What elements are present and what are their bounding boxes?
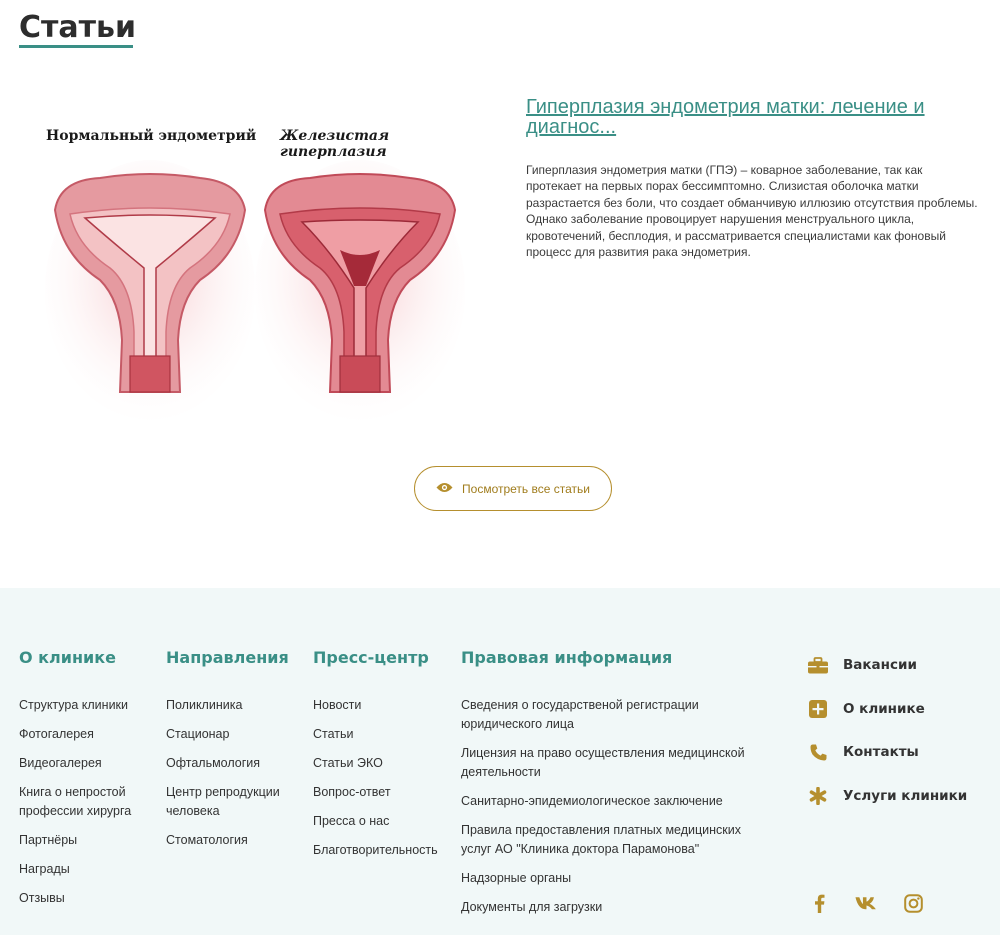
- title-underline: [19, 45, 133, 48]
- quick-link-about[interactable]: [807, 698, 967, 720]
- footer-link[interactable]: Статьи: [313, 727, 354, 741]
- excerpt-line: Однако заболевание провоцирует нарушения менструального цикла,: [526, 212, 915, 227]
- image-caption-hyperplasia: Железистая гиперплазия: [280, 128, 390, 160]
- excerpt-line: процесс для развития рака эндометрия.: [526, 245, 751, 260]
- excerpt-line: Гиперплазия эндометрия матки (ГПЭ) – коварное заболевание, так как: [526, 163, 923, 177]
- eye-icon: [436, 480, 453, 498]
- article-title-link[interactable]: Гиперплазия эндометрия матки: лечение и диагнос...: [526, 96, 925, 138]
- footer-link[interactable]: Офтальмология: [166, 756, 261, 770]
- footer-quick-links: [807, 654, 967, 828]
- quick-link-vacancies[interactable]: [807, 654, 967, 676]
- footer-link[interactable]: Новости: [313, 698, 362, 712]
- footer-link[interactable]: Сведения о государственой регистрации юридического лица: [461, 698, 699, 731]
- footer-heading: Пресс-центр: [313, 648, 429, 667]
- quick-link-contacts[interactable]: [807, 741, 967, 763]
- article-image[interactable]: [40, 110, 490, 430]
- article-excerpt: [526, 162, 1000, 260]
- excerpt-line: протекает на первых порах бессимптомно. Слизистая оболочка матки: [526, 179, 919, 194]
- quick-link-label: Контакты: [843, 744, 919, 760]
- uterus-illustration: [40, 110, 490, 430]
- footer-link[interactable]: Санитарно-эпидемиологическое заключение: [461, 794, 723, 808]
- asterisk-icon: [807, 785, 829, 807]
- footer-link[interactable]: Награды: [19, 862, 70, 876]
- social-links: [808, 892, 949, 914]
- footer-heading: Направления: [166, 648, 289, 667]
- footer-heading: Правовая информация: [461, 648, 673, 667]
- facebook-icon[interactable]: [808, 892, 830, 914]
- footer-link[interactable]: Статьи ЭКО: [313, 756, 383, 770]
- footer-link[interactable]: Благотворительность: [313, 843, 438, 857]
- footer-link[interactable]: Книга о непростой профессии хирурга: [19, 785, 132, 818]
- footer-link[interactable]: Центр репродукции человека: [166, 785, 280, 818]
- footer: [0, 588, 1000, 935]
- footer-link[interactable]: Структура клиники: [19, 698, 128, 712]
- footer-column-press: [313, 648, 453, 870]
- footer-link[interactable]: Вопрос-ответ: [313, 785, 391, 799]
- footer-column-legal: [461, 648, 771, 927]
- footer-link[interactable]: Фотогалерея: [19, 727, 94, 741]
- footer-column-about: [19, 648, 149, 918]
- footer-heading: О клинике: [19, 648, 116, 667]
- quick-link-label: О клинике: [843, 700, 925, 717]
- footer-link[interactable]: Надзорные органы: [461, 871, 572, 885]
- footer-link[interactable]: Партнёры: [19, 833, 78, 847]
- phone-icon: [807, 741, 829, 763]
- footer-link[interactable]: Стоматология: [166, 833, 248, 847]
- quick-link-label: Вакансии: [843, 657, 917, 673]
- footer-link[interactable]: Правила предоставления платных медицинских услуг АО "Клиника доктора Парамонова": [461, 823, 742, 856]
- quick-link-label: Услуги клиники: [843, 787, 968, 804]
- footer-link[interactable]: Отзывы: [19, 891, 65, 905]
- image-caption-normal: Нормальный эндометрий: [46, 128, 257, 144]
- footer-link[interactable]: Лицензия на право осуществления медицинской деятельности: [461, 746, 745, 779]
- vk-icon[interactable]: [855, 892, 877, 914]
- footer-link[interactable]: Поликлиника: [166, 698, 243, 712]
- excerpt-line: кровотечений, бесплодия, и рассматривается специалистами как фоновый: [526, 228, 946, 243]
- quick-link-services[interactable]: [807, 785, 967, 807]
- page-title: Статьи: [19, 10, 137, 45]
- footer-link[interactable]: Стационар: [166, 727, 230, 741]
- excerpt-line: разрастается без боли, что создает обманчивую иллюзию отсутствия проблемы.: [526, 195, 978, 210]
- footer-link[interactable]: Видеогалерея: [19, 756, 102, 770]
- view-all-articles-label: Посмотреть все статьи: [462, 481, 590, 496]
- plus-square-icon: [807, 698, 829, 720]
- instagram-icon[interactable]: [902, 892, 924, 914]
- briefcase-icon: [807, 654, 829, 676]
- footer-column-directions: [166, 648, 296, 860]
- hyperplasia-uterus-shape: [255, 160, 465, 420]
- normal-uterus-shape: [45, 160, 255, 420]
- footer-link[interactable]: Документы для загрузки: [461, 900, 603, 914]
- footer-link[interactable]: Пресса о нас: [313, 814, 390, 828]
- view-all-articles-button[interactable]: [414, 466, 612, 511]
